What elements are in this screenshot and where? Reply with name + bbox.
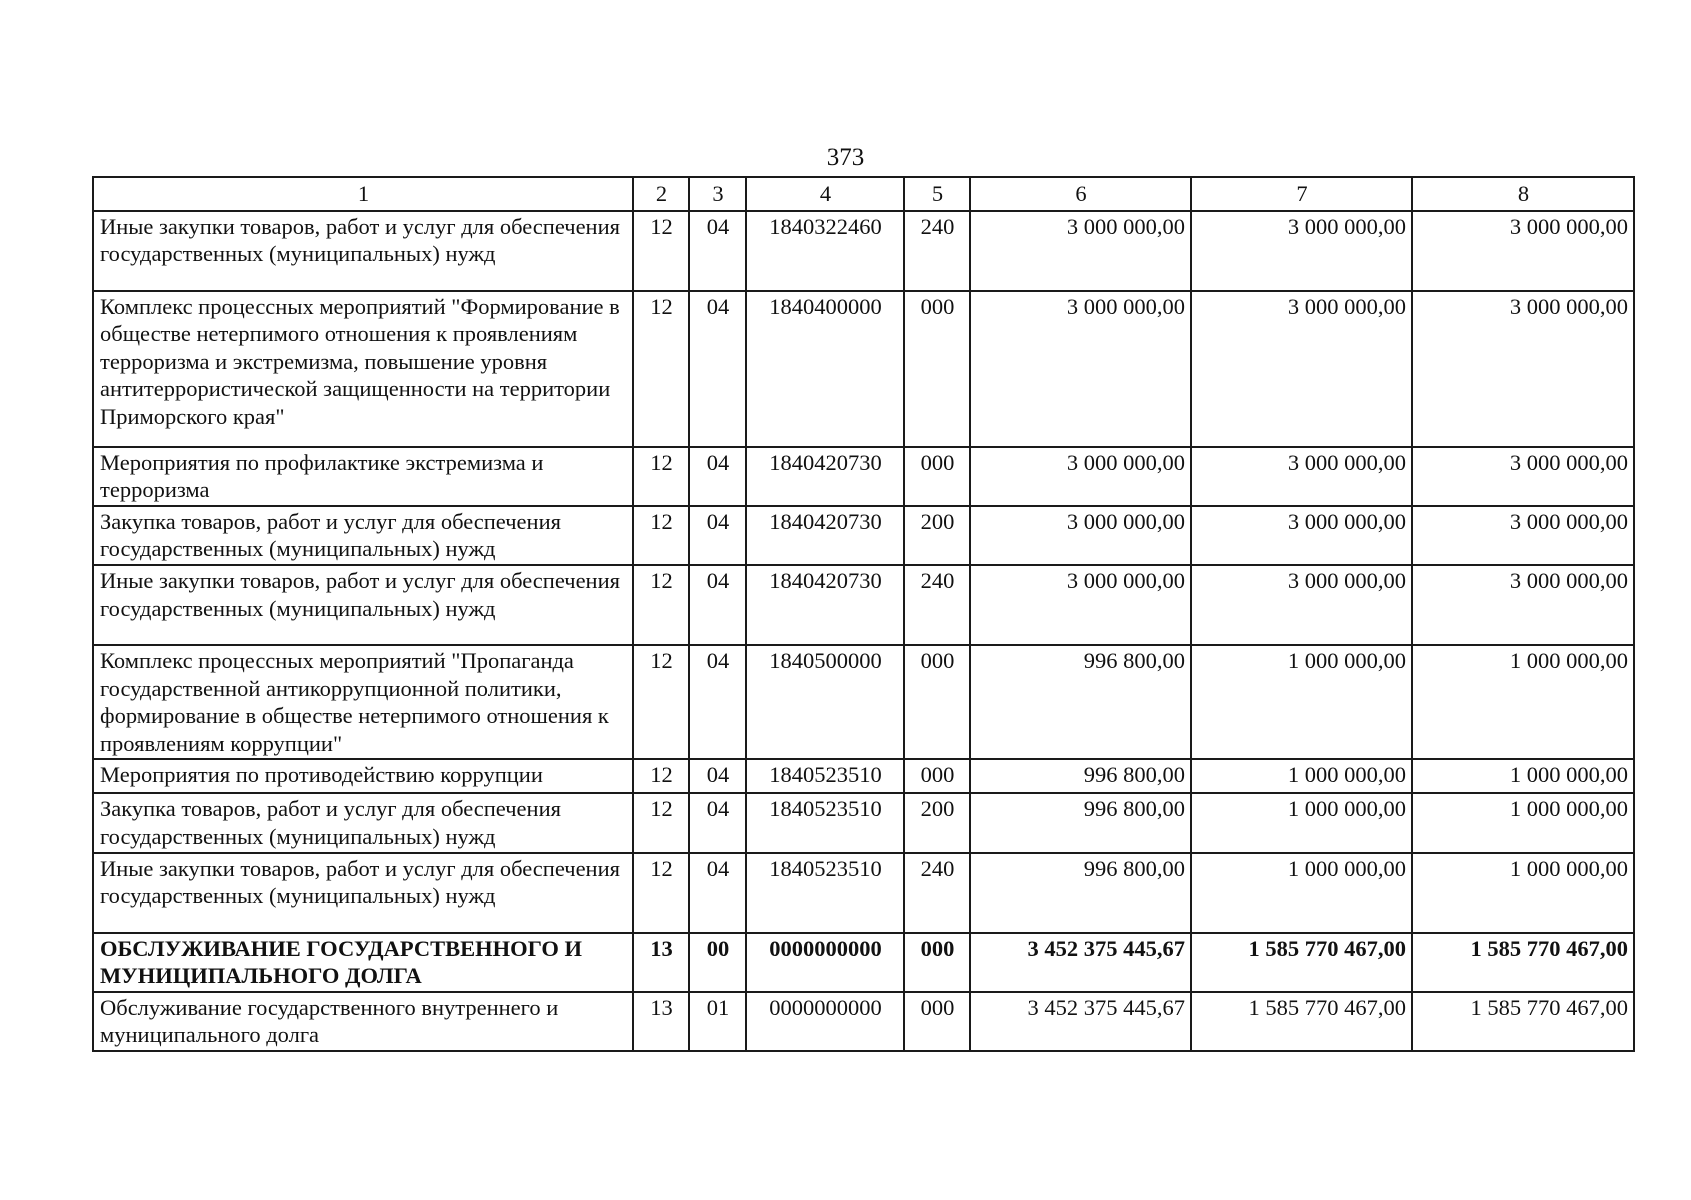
table-row bbox=[93, 506, 1634, 565]
table-row bbox=[93, 992, 1634, 1051]
subsection-code-cell: 04 bbox=[689, 565, 746, 645]
subsection-code-cell: 04 bbox=[689, 506, 746, 565]
row-name-cell: Комплекс процессных мероприятий "Пропаганда государственной антикоррупционной политики, формирование в обществе нетерпимого отношения к проявлениям коррупции" bbox=[93, 645, 633, 759]
subsection-code-cell: 01 bbox=[689, 992, 746, 1051]
table-row bbox=[93, 211, 1634, 291]
row-name-cell: Закупка товаров, работ и услуг для обеспечения государственных (муниципальных) нужд bbox=[93, 793, 633, 852]
expense-type-cell: 000 bbox=[904, 291, 970, 447]
column-header: 6 bbox=[970, 177, 1191, 211]
subsection-code-cell: 04 bbox=[689, 211, 746, 291]
amount-cell: 3 000 000,00 bbox=[970, 211, 1191, 291]
section-code-cell: 12 bbox=[633, 645, 689, 759]
amount-cell: 3 000 000,00 bbox=[1191, 565, 1412, 645]
expense-type-cell: 000 bbox=[904, 645, 970, 759]
amount-cell: 1 585 770 467,00 bbox=[1191, 933, 1412, 992]
target-article-cell: 1840322460 bbox=[746, 211, 904, 291]
row-name-cell: ОБСЛУЖИВАНИЕ ГОСУДАРСТВЕННОГО И МУНИЦИПАЛЬНОГО ДОЛГА bbox=[93, 933, 633, 992]
expense-type-cell: 200 bbox=[904, 506, 970, 565]
column-header: 1 bbox=[93, 177, 633, 211]
subsection-code-cell: 00 bbox=[689, 933, 746, 992]
amount-cell: 3 000 000,00 bbox=[970, 565, 1191, 645]
expense-type-cell: 200 bbox=[904, 793, 970, 852]
row-name-cell: Мероприятия по противодействию коррупции bbox=[93, 759, 633, 793]
table-row bbox=[93, 793, 1634, 852]
section-code-cell: 12 bbox=[633, 447, 689, 506]
amount-cell: 3 000 000,00 bbox=[1191, 291, 1412, 447]
subsection-code-cell: 04 bbox=[689, 645, 746, 759]
amount-cell: 3 000 000,00 bbox=[1412, 211, 1634, 291]
amount-cell: 3 000 000,00 bbox=[1191, 211, 1412, 291]
amount-cell: 996 800,00 bbox=[970, 853, 1191, 933]
subsection-code-cell: 04 bbox=[689, 759, 746, 793]
table-row bbox=[93, 447, 1634, 506]
row-name-cell: Мероприятия по профилактике экстремизма и терроризма bbox=[93, 447, 633, 506]
amount-cell: 3 000 000,00 bbox=[970, 506, 1191, 565]
amount-cell: 3 000 000,00 bbox=[970, 291, 1191, 447]
section-code-cell: 12 bbox=[633, 291, 689, 447]
target-article-cell: 1840420730 bbox=[746, 506, 904, 565]
amount-cell: 1 000 000,00 bbox=[1191, 793, 1412, 852]
amount-cell: 1 585 770 467,00 bbox=[1412, 992, 1634, 1051]
section-code-cell: 12 bbox=[633, 565, 689, 645]
column-header: 4 bbox=[746, 177, 904, 211]
column-header: 8 bbox=[1412, 177, 1634, 211]
amount-cell: 3 000 000,00 bbox=[1412, 506, 1634, 565]
header-row bbox=[93, 177, 1634, 211]
row-name-cell: Иные закупки товаров, работ и услуг для обеспечения государственных (муниципальных) нужд bbox=[93, 565, 633, 645]
subsection-code-cell: 04 bbox=[689, 853, 746, 933]
target-article-cell: 1840500000 bbox=[746, 645, 904, 759]
amount-cell: 3 000 000,00 bbox=[970, 447, 1191, 506]
target-article-cell: 1840420730 bbox=[746, 447, 904, 506]
table-row bbox=[93, 565, 1634, 645]
table-body bbox=[93, 211, 1634, 1051]
section-code-cell: 12 bbox=[633, 759, 689, 793]
amount-cell: 1 000 000,00 bbox=[1412, 759, 1634, 793]
target-article-cell: 1840523510 bbox=[746, 759, 904, 793]
row-name-cell: Иные закупки товаров, работ и услуг для обеспечения государственных (муниципальных) нужд bbox=[93, 211, 633, 291]
amount-cell: 1 000 000,00 bbox=[1191, 759, 1412, 793]
row-name-cell: Иные закупки товаров, работ и услуг для обеспечения государственных (муниципальных) нужд bbox=[93, 853, 633, 933]
target-article-cell: 1840420730 bbox=[746, 565, 904, 645]
page-number: 373 bbox=[826, 144, 865, 171]
amount-cell: 996 800,00 bbox=[970, 793, 1191, 852]
amount-cell: 3 000 000,00 bbox=[1412, 291, 1634, 447]
section-code-cell: 13 bbox=[633, 933, 689, 992]
column-header: 5 bbox=[904, 177, 970, 211]
expense-type-cell: 240 bbox=[904, 853, 970, 933]
target-article-cell: 0000000000 bbox=[746, 933, 904, 992]
target-article-cell: 1840400000 bbox=[746, 291, 904, 447]
amount-cell: 3 452 375 445,67 bbox=[970, 933, 1191, 992]
target-article-cell: 1840523510 bbox=[746, 853, 904, 933]
expense-type-cell: 000 bbox=[904, 933, 970, 992]
expense-type-cell: 000 bbox=[904, 447, 970, 506]
section-code-cell: 12 bbox=[633, 211, 689, 291]
section-code-cell: 12 bbox=[633, 853, 689, 933]
column-header: 3 bbox=[689, 177, 746, 211]
row-name-cell: Закупка товаров, работ и услуг для обеспечения государственных (муниципальных) нужд bbox=[93, 506, 633, 565]
amount-cell: 1 000 000,00 bbox=[1191, 853, 1412, 933]
column-header: 2 bbox=[633, 177, 689, 211]
amount-cell: 3 000 000,00 bbox=[1191, 506, 1412, 565]
amount-cell: 996 800,00 bbox=[970, 645, 1191, 759]
expense-type-cell: 000 bbox=[904, 759, 970, 793]
row-name-cell: Обслуживание государственного внутреннего и муниципального долга bbox=[93, 992, 633, 1051]
amount-cell: 1 000 000,00 bbox=[1412, 645, 1634, 759]
amount-cell: 1 000 000,00 bbox=[1191, 645, 1412, 759]
subsection-code-cell: 04 bbox=[689, 447, 746, 506]
amount-cell: 1 000 000,00 bbox=[1412, 793, 1634, 852]
budget-table bbox=[92, 176, 1635, 1052]
subsection-code-cell: 04 bbox=[689, 291, 746, 447]
table-row bbox=[93, 291, 1634, 447]
amount-cell: 1 000 000,00 bbox=[1412, 853, 1634, 933]
amount-cell: 1 585 770 467,00 bbox=[1412, 933, 1634, 992]
amount-cell: 3 452 375 445,67 bbox=[970, 992, 1191, 1051]
expense-type-cell: 240 bbox=[904, 565, 970, 645]
section-code-cell: 12 bbox=[633, 506, 689, 565]
target-article-cell: 0000000000 bbox=[746, 992, 904, 1051]
table-row bbox=[93, 759, 1634, 793]
amount-cell: 1 585 770 467,00 bbox=[1191, 992, 1412, 1051]
subsection-code-cell: 04 bbox=[689, 793, 746, 852]
column-header: 7 bbox=[1191, 177, 1412, 211]
amount-cell: 3 000 000,00 bbox=[1412, 565, 1634, 645]
section-code-cell: 13 bbox=[633, 992, 689, 1051]
amount-cell: 3 000 000,00 bbox=[1191, 447, 1412, 506]
section-code-cell: 12 bbox=[633, 793, 689, 852]
table-row bbox=[93, 853, 1634, 933]
table-row bbox=[93, 933, 1634, 992]
amount-cell: 996 800,00 bbox=[970, 759, 1191, 793]
expense-type-cell: 000 bbox=[904, 992, 970, 1051]
amount-cell: 3 000 000,00 bbox=[1412, 447, 1634, 506]
table-row bbox=[93, 645, 1634, 759]
target-article-cell: 1840523510 bbox=[746, 793, 904, 852]
row-name-cell: Комплекс процессных мероприятий "Формирование в обществе нетерпимого отношения к проявлениям терроризма и экстремизма, повышение уровня антитеррористической защищенности на территории Приморского края" bbox=[93, 291, 633, 447]
expense-type-cell: 240 bbox=[904, 211, 970, 291]
